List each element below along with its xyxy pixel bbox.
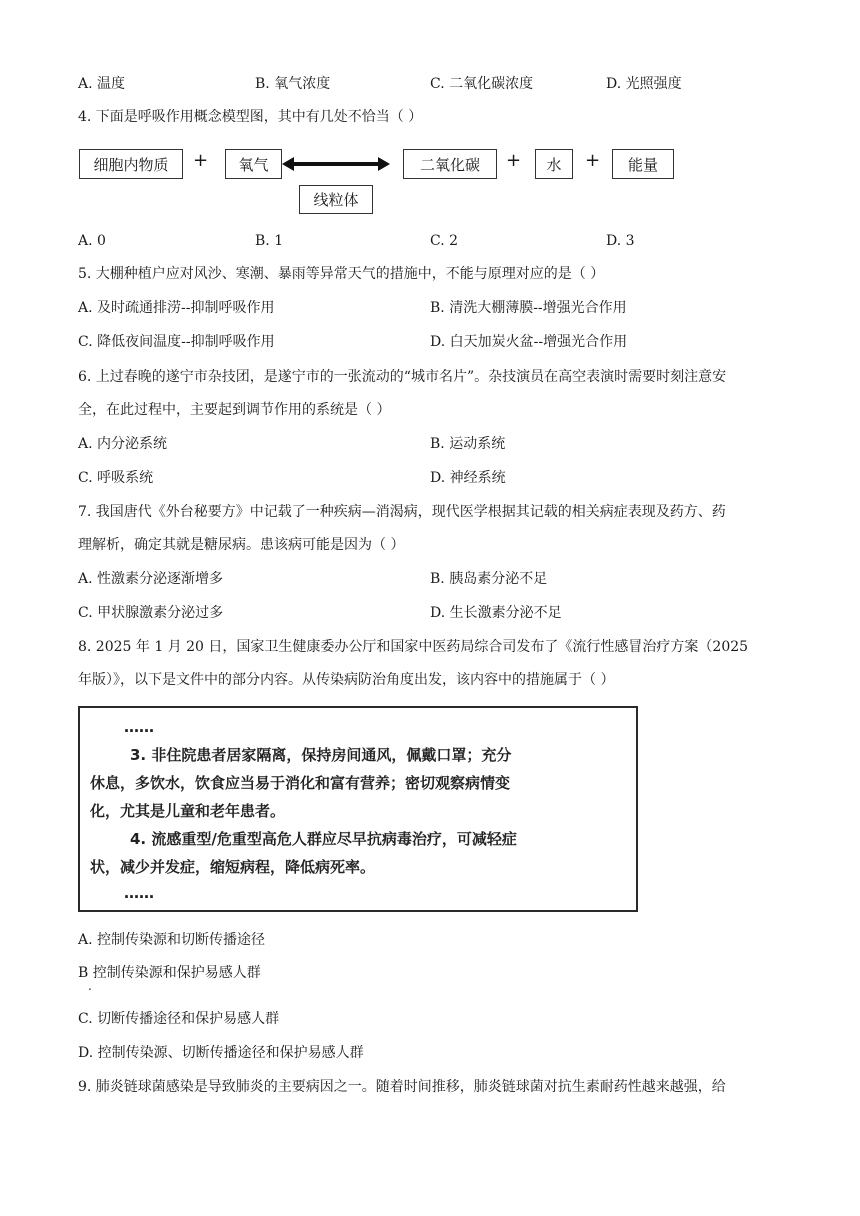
q8-stem-line2: 年版）》，以下是文件中的部分内容。从传染病防治角度出发，该内容中的措施属于（ ） bbox=[78, 672, 615, 688]
q8-stem-line1: 8. 2025 年 1 月 20 日，国家卫生健康委办公厅和国家中医药局综合司发布了《流行性感冒治疗方案（2025 bbox=[78, 639, 749, 655]
q5-option-b: B. 清洗大棚薄膜--增强光合作用 bbox=[430, 300, 627, 316]
q9-stem: 9. 肺炎链球菌感染是导致肺炎的主要病因之一。随着时间推移，肺炎链球菌对抗生素耐药性越来越强，给 bbox=[78, 1079, 726, 1095]
diagram-box-oxygen: 氧气 bbox=[225, 149, 282, 179]
q8-option-a: A. 控制传染源和切断传播途径 bbox=[78, 932, 266, 948]
q6-stem-line1: 6. 上过春晚的遂宁市杂技团，是遂宁市的一张流动的“城市名片”。杂技演员在高空表演时需要时刻注意安 bbox=[78, 369, 727, 385]
excerpt-line: 状，减少并发症，缩短病程，降低病死率。 bbox=[90, 858, 376, 876]
q6-stem-line2: 全，在此过程中，主要起到调节作用的系统是（ ） bbox=[78, 402, 391, 418]
excerpt-line: 4. 流感重型/危重型高危人群应尽早抗病毒治疗，可减轻症 bbox=[130, 830, 517, 848]
q7-option-b: B. 胰岛素分泌不足 bbox=[430, 571, 548, 587]
q4-option-b: B. 1 bbox=[255, 233, 284, 249]
q8-option-b: B 控制传染源和保护易感人群 bbox=[78, 965, 261, 981]
q5-option-d: D. 白天加炭火盆--增强光合作用 bbox=[430, 334, 628, 350]
q7-option-c: C. 甲状腺激素分泌过多 bbox=[78, 605, 224, 621]
diagram-box-cell-substance: 细胞内物质 bbox=[79, 149, 183, 179]
q4-option-a: A. 0 bbox=[78, 233, 106, 249]
diagram-box-water: 水 bbox=[535, 149, 573, 179]
diagram-box-mitochondria: 线粒体 bbox=[299, 185, 373, 214]
q4-stem: 4. 下面是呼吸作用概念模型图，其中有几处不恰当（ ） bbox=[78, 109, 423, 125]
excerpt-line: 3. 非住院患者居家隔离，保持房间通风，佩戴口罩；充分 bbox=[130, 746, 512, 764]
diagram-plus-2: + bbox=[506, 150, 522, 171]
q6-option-c: C. 呼吸系统 bbox=[78, 470, 154, 486]
policy-excerpt-image bbox=[78, 706, 638, 912]
q3-option-c: C. 二氧化碳浓度 bbox=[430, 76, 534, 92]
q4-option-c: C. 2 bbox=[430, 233, 459, 249]
diagram-plus-3: + bbox=[585, 150, 601, 171]
diagram-plus-1: + bbox=[193, 150, 209, 171]
excerpt-ellipsis-top: …… bbox=[124, 718, 154, 736]
double-arrow-icon bbox=[282, 156, 390, 172]
excerpt-line: 化，尤其是儿童和老年患者。 bbox=[90, 802, 286, 820]
q3-option-a: A. 温度 bbox=[78, 76, 126, 92]
q6-option-b: B. 运动系统 bbox=[430, 436, 506, 452]
q3-option-b: B. 氧气浓度 bbox=[255, 76, 331, 92]
q7-stem-line2: 理解析，确定其就是糖尿病。患该病可能是因为（ ） bbox=[78, 537, 405, 553]
q7-stem-line1: 7. 我国唐代《外台秘要方》中记载了一种疾病—消渴病，现代医学根据其记载的相关病症表现及药方、药 bbox=[78, 504, 726, 520]
q8-option-b-dot: . bbox=[88, 979, 92, 993]
q5-stem: 5. 大棚种植户应对风沙、寒潮、暴雨等异常天气的措施中，不能与原理对应的是（ ） bbox=[78, 266, 605, 282]
diagram-box-energy: 能量 bbox=[612, 149, 674, 179]
q5-option-c: C. 降低夜间温度--抑制呼吸作用 bbox=[78, 334, 275, 350]
q4-option-d: D. 3 bbox=[606, 233, 635, 249]
q5-option-a: A. 及时疏通排涝--抑制呼吸作用 bbox=[78, 300, 275, 316]
q7-option-a: A. 性激素分泌逐渐增多 bbox=[78, 571, 224, 587]
q8-option-c: C. 切断传播途径和保护易感人群 bbox=[78, 1011, 280, 1027]
excerpt-ellipsis-bottom: …… bbox=[124, 884, 154, 902]
q7-option-d: D. 生长激素分泌不足 bbox=[430, 605, 562, 621]
excerpt-line: 休息，多饮水，饮食应当易于消化和富有营养；密切观察病情变 bbox=[90, 774, 511, 792]
q6-option-d: D. 神经系统 bbox=[430, 470, 506, 486]
diagram-box-co2: 二氧化碳 bbox=[403, 149, 497, 179]
q8-option-d: D. 控制传染源、切断传播途径和保护易感人群 bbox=[78, 1045, 364, 1061]
q6-option-a: A. 内分泌系统 bbox=[78, 436, 168, 452]
q3-option-d: D. 光照强度 bbox=[606, 76, 682, 92]
